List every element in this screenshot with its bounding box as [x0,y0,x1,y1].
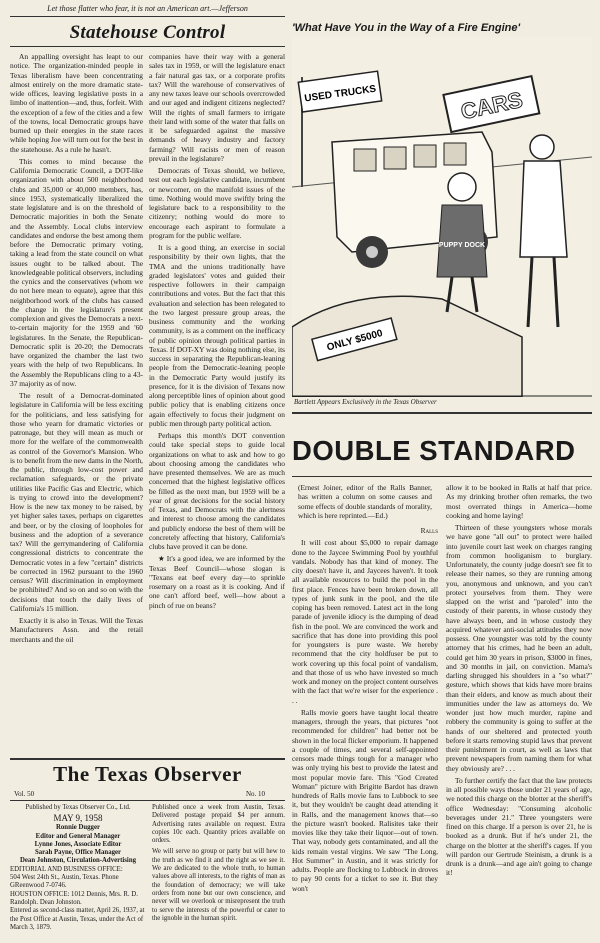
statehouse-title: Statehouse Control [69,22,226,43]
paragraph: It is a good thing, an exercise in social responsibility by their own lights, that the TMA and the unions traditionally have graded legislators' votes and guided their respective followers in their campaign contributions and votes. But the fact that this evaluation and selection has been relegated to the two largest pressure group areas, the business community and the working community, is as a comment on the inefficacy of public opinion through political parties in Texas. If DOT-XY was doing nothing else, its success in separating the Republican-leaning people from the Democratic-leaning people in the Democratic Party would justify its presence, for it is the division of Texans now along perceptible lines of opinion about good public policy that is enabling citizens once again effectively to focus their judgment on public men through party political action. [149,243,285,428]
paragraph: Thirteen of these youngsters whose morals we have gone "all out" to protect were hailed into juvenile court last week on charges ranging from common hooliganism to burglary. Unfortunately, the county judge doesn't see fit to release their names, so they are running among you, anonymous and unknown, and you can't protect yourselves from them. They were slapped on the wrist and "paroled" into the custody of their parents, in whose custody they have always been, and in whose custody they acquired whatever anti-social attitudes they now possess. One youngster was told by the county attorney that his crimes, had he been an adult, could get him 30 years in prison, $3000 in fines, and 30 months in jail, on conviction. Mama's darling shrugged his shoulders in a "so what?" gesture, which shows that kids have more brains than their elders, and know as much about their immunities under the law as attorneys do. We wonder just how much murder, rapine and robbery the community is going to suffer at the hands of our sheltered and protected youth before it starts removing stupid laws that prevent their punishment in court, as well as laws that prevent newspapers from naming them for what they obviously are? . . . [446,523,592,773]
issue-date: MAY 9, 1958 [53,813,103,824]
double-standard-headline: DOUBLE STANDARD [292,435,576,466]
office-line: HOUSTON OFFICE: 1012 Dennis, Mrs. R. D. Randolph. Dean Johnston. [10,890,138,906]
paragraph: The result of a Democrat-dominated legislature in California will be less exciting for the politicians, and less satisfying for those who yearn for dramatic victories or patronage, but they will mean as much or more for the welfare of the commonwealth as control of the Governor's Mansion. Who is to benefit from the new dams in the North, the public, through low-cost power and reclamation safeguards, or the private utilities like Pacific Gas and Electric, which is trying to crowd into the development? How is the new tax money to be raised, by yet higher sales taxes, perhaps on cigarettes and beer, or by the closing of loopholes for business and the adoption of a severance tax? Will the gerrymandering of California congressional districts to concentrate the Democratic votes in a few "certain" districts be corrected in 1962 pursuant to the 1960 census? Will discrimination in employment be prohibited? And so on and so on with the decisions that touch the daily lives of California's 15 million. [10,391,143,613]
cartoon-illustration [292,37,592,397]
paragraph: allow it to be booked in Ralls at half that price. As my drinking brother often remarks, the two most overrated things in America—home cooking and home laying! [446,483,592,520]
paragraph: This comes to mind because the California Democratic Council, a DOT-like organization with about 500 neighborhood clubs and 35,000 or 40,000 members, has, since 1953, systematically liberalized the state legislature and is on the threshold of Democratic majorities in both the Senate and the Assembly. Local clubs interview candidates and endorse the best among them before the Democratic primary voting, taking a lead from the state council on what issues ought to be talked about. The knowledgeable political observers, including the cynics and the conservatives (whom we do not here mean to equate), agree that this neighborhood work of the clubs has caused the change in the legislature's present complexion and gives the Democrats a next-to-certain majority for the 1959 and '60 legislatures. In the Senate, the Republican-Democratic split is 20-20; the Democrats have organized the chamber the last two years with the help of two Republicans. In the Assembly the Republicans cling to a 43-37 majority as of now. [10,156,143,388]
used-trucks-text: USED TRUCKS [303,83,377,105]
masthead-title: The Texas Observer [53,762,242,786]
masthead-staff-block [10,804,146,938]
paragraph: It will cost about $5,000 to repair damage done to the Jaycee Swimming Pool by youthful vandals. Nobody has that kind of money. The city doesn't have it, and Jaycees haven't. It took all available resources to build the pool in the first place. Fences have been broken down, all types of junk sunk in the pool, and the tile coping has been removed. Latest act in the long parade of juvenile idiocy is the dumping of dead fish in the pool. We are convinced the work and sacrifice that has done into providing this pool for youngsters is pure waste. We hereby recommend that the city holdfuser be put to work covering up this focal point of vandalism, and that those of us who have invested so much work and money on the project content ourselves with the fact that we're wiser for the experience . . . [292,538,438,705]
office-line: Entered as second-class matter, April 26, 1937, at the Post Office at Austin, Texas, under the Act of March 3, 1879. [10,907,145,931]
paragraph: Perhaps this month's DOT convention could take special steps to guide local organizations on what to ask and how to go about choosing among the candidates who have presented themselves. We are as much concerned that the highest legislative offices be filled as the next man, but 1959 will be a year of great decisions for the social history of Texas, and Democrats with the alertness and interest to choose among the candidates and publicly endorse the best of them will be concretely affecting that history, California's clubs have proved it can be done. [149,431,285,551]
staff-line: Dean Johnston, Circulation-Advertising [20,857,136,865]
paragraph: Ralls movie goers have taught local theatre managers, through the years, that pictures "not recommended for children" had better not be shown in the local flicker emporium. It happened a couple of times, and several self-appointed censors made things tough for a manager who was only trying his best to provide the latest and most popular movie fare. This "God Created Woman" picture with Brigitte Bardot has drawn hundreds of Ralls movie fans to Lubbock to see it, but they wouldn't be caught dead attending it in Ralls, and the management knows that—so the picture wasn't booked. Ralisites take their movies like they take their liquor—out of town. That way, nobody gets contaminated, and all the kids remain vestal virgins. We saw "The Long, Hot Summer" in Austin, and it was strictly for adults. People are flocking to Lubbock in droves to pay 90 cents for a ticket to see it. But they won't [292,707,438,893]
tagline-rule [10,16,285,17]
paragraph: An appalling oversight has leapt to our notice. The organization-minded people in Texas liberalism have been concentrating almost entirely on the more dramatic state-wide offices, leaving legislative posts in a limbo of inattention—and, thus, forfeit. With the exception of a few of the cities and a few of the towns, local Democratic groups have burned up their energies in the state races while hoping Joe will turn out for the best in the statehouse. As a rule he hasn't. [10,52,143,154]
masthead-rule [10,800,285,801]
office-line: EDITORIAL AND BUSINESS OFFICE: [10,865,123,873]
cartoon-caption: Bartlett Appears Exclusively in the Texas Observer [294,398,437,406]
section-rule [292,412,592,414]
paragraph: To further certify the fact that the law protects in all possible ways those under 21 years of age, we noted this charge on the blotter at the sheriff's office Wednesday: "Consuming alcoholic beverages under 21." Three youngsters were fined on this charge. If a person is over 21, he is booked as a drunk. But if he's under 21, the charge on the blotter at the sheriff's cages. If you will pardon our Gertrude Steinism, a drunk is a drunk is a drunk—and age ain't going to change it! [446,775,592,878]
subscription-info: Published once a week from Austin, Texas. Delivered postage prepaid $4 per annum. Advertising rates available on request. Extra copies 10c each. Quantity prices available on orders. [152,804,285,845]
headline-rule [292,476,592,477]
staff-line: Sarah Payne, Office Manager [34,849,122,857]
masthead-issue: No. 10 [246,790,266,798]
paragraph: companies have their way with a general sales tax in 1959, or will the legislature enact a fair natural gas tax, or a corporate profits tax? Will the warehouse of conservatives of any new taxes leave our schools overcrowded and our aged and indigent citizens neglected? Will the rights of small farmers to irrigate their land with some of the water that falls on it be safeguarded against the massive demands of heavy industry and factory farming? Will racists or men of reason prevail in the legislature? [149,52,285,163]
staff-line: Editor and General Manager [35,832,121,840]
double-standard-column-1 [292,483,438,938]
paragraph: Democrats of Texas should, we believe, test out each legislative candidate, incumbent or newcomer, on the manifold issues of the time. Nothing would move swiftly bring the legislature back to a responsibility to the citizenry; nothing would do more to encourage each aspirant to formulate a program for the public welfare. [149,166,285,240]
staff-line: Ronnie Dugger [56,824,100,832]
bus-label-text: PUPPY DOCK [438,242,486,249]
masthead-volume: Vol. 50 [14,790,35,798]
publisher-line: Published by Texas Observer Co., Ltd. [25,804,131,811]
price-plate-text: ONLY $5000 [325,328,384,354]
editor-note: (Ernest Joiner, editor of the Ralls Banner, has written a column on some causes and some effects of double standards of morality, which is here reprinted.—Ed.) [298,483,432,520]
dateline: Ralls [420,526,438,535]
tagline: Let those flatter who fear, it is not an American art.—Jefferson [47,4,248,13]
statehouse-column-2 [149,52,285,752]
mission-statement: We will serve no group or party but will hew to the truth as we find it and the right as we see it. We are dedicated to the whole truth, to human values above all interests, to the rights of man as the foundation of democracy; we will take orders from none but our own conscience, and never will we overlook or misrepresent the truth to serve the interests of the powerful or cater to the ignoble in the human spirit. [152,848,285,922]
paragraph: Exactly it is also in Texas. Will the Texas Manufacturers Assn. and the retail merchants and the oil [10,616,143,644]
statehouse-column-1 [10,52,143,752]
office-line: 504 West 24th St., Austin, Texas. Phone GReenwood 7-0746. [10,874,119,890]
double-standard-column-2 [446,483,592,938]
paragraph: ★ It's a good idea, we are informed by the Texas Beef Council—whose slogan is "Texans eat beef every day—to sprinkle rosemary on a roast as it is cooking. And if one can't afford beef, well—how about a pinch of rue on beans? [149,554,285,610]
cartoon-title: 'What Have You in the Way of a Fire Engine' [292,22,521,34]
cartoon-drawing [292,37,592,397]
masthead-info-block [152,804,285,938]
staff-line: Lynne Jones, Associate Editor [34,840,122,848]
masthead-rule-top [10,758,285,760]
statehouse-rule [10,46,285,47]
cars-text: CARS [458,86,525,125]
